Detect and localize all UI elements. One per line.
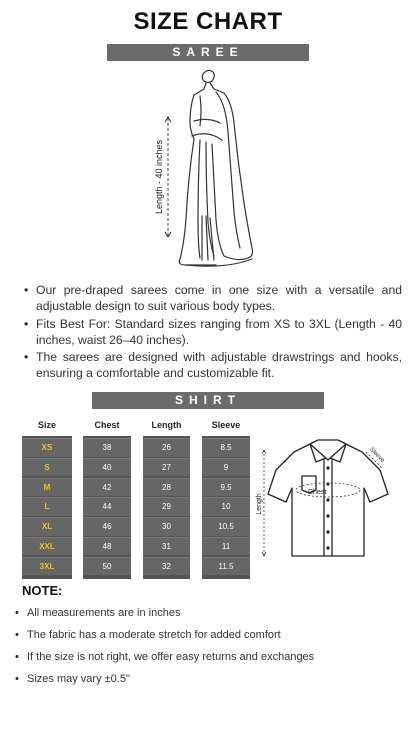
table-cell-chest: 48 <box>83 537 131 556</box>
saree-section-banner: SAREE <box>107 44 309 61</box>
saree-illustration-icon <box>140 66 270 278</box>
table-cell-length: 30 <box>143 517 190 536</box>
shirt-sleeve-label: Sleeve <box>368 446 386 464</box>
table-cell-chest: 44 <box>83 497 131 516</box>
length-column-body <box>143 436 190 579</box>
table-cell-size: XS <box>22 438 72 457</box>
table-cell-chest: 38 <box>83 438 131 457</box>
shirt-illustration-icon <box>258 430 398 570</box>
table-cell-sleeve: 10.5 <box>202 517 250 536</box>
table-cell-size: S <box>22 458 72 477</box>
list-item: • The fabric has a moderate stretch for added comfort <box>14 624 314 646</box>
shirt-length-label: Length <box>256 493 263 515</box>
table-cell-size: XL <box>22 517 72 536</box>
column-header-length: Length <box>151 420 182 430</box>
list-item: • Sizes may vary ±0.5" <box>14 668 314 690</box>
table-cell-chest: 46 <box>83 517 131 536</box>
page-title: SIZE CHART <box>133 8 283 35</box>
table-cell-sleeve: 8.5 <box>202 438 250 457</box>
chest-column-body <box>83 436 131 579</box>
shirt-section-banner: SHIRT <box>92 392 324 409</box>
size-column-body <box>22 436 72 579</box>
table-cell-sleeve: 10 <box>202 497 250 516</box>
table-cell-length: 32 <box>143 557 190 576</box>
list-item: • The sarees are designed with adjustable drawstrings and hooks, ensuring a comfortable and customizable fit. <box>22 349 402 382</box>
saree-length-label: Length - 40 inches <box>154 139 164 215</box>
list-item: • All measurements are in inches <box>14 602 314 624</box>
table-cell-chest: 50 <box>83 557 131 576</box>
table-cell-sleeve: 11.5 <box>202 557 250 576</box>
table-cell-length: 26 <box>143 438 190 457</box>
table-cell-size: XXL <box>22 537 72 556</box>
table-cell-length: 28 <box>143 478 190 497</box>
table-cell-size: L <box>22 497 72 516</box>
table-cell-chest: 40 <box>83 458 131 477</box>
notes-title: NOTE: <box>22 583 63 598</box>
list-item: • Fits Best For: Standard sizes ranging from XS to 3XL (Length - 40 inches, waist 26–40 inches). <box>22 316 402 349</box>
table-cell-sleeve: 11 <box>202 537 250 556</box>
column-header-sleeve: Sleeve <box>211 420 241 430</box>
column-header-chest: Chest <box>94 420 120 430</box>
table-cell-length: 27 <box>143 458 190 477</box>
table-cell-length: 29 <box>143 497 190 516</box>
shirt-chest-label: Chest <box>308 489 327 496</box>
table-cell-sleeve: 9 <box>202 458 250 477</box>
table-cell-size: 3XL <box>22 557 72 576</box>
list-item: • Our pre-draped sarees come in one size with a versatile and adjustable design to suit various body types. <box>22 282 402 315</box>
table-cell-sleeve: 9.5 <box>202 478 250 497</box>
table-cell-length: 31 <box>143 537 190 556</box>
sleeve-column-body <box>202 436 250 579</box>
table-cell-chest: 42 <box>83 478 131 497</box>
column-header-size: Size <box>37 420 56 430</box>
saree-description-list <box>22 282 402 383</box>
list-item: • If the size is not right, we offer easy returns and exchanges <box>14 646 314 668</box>
table-cell-size: M <box>22 478 72 497</box>
notes-list <box>14 602 314 690</box>
